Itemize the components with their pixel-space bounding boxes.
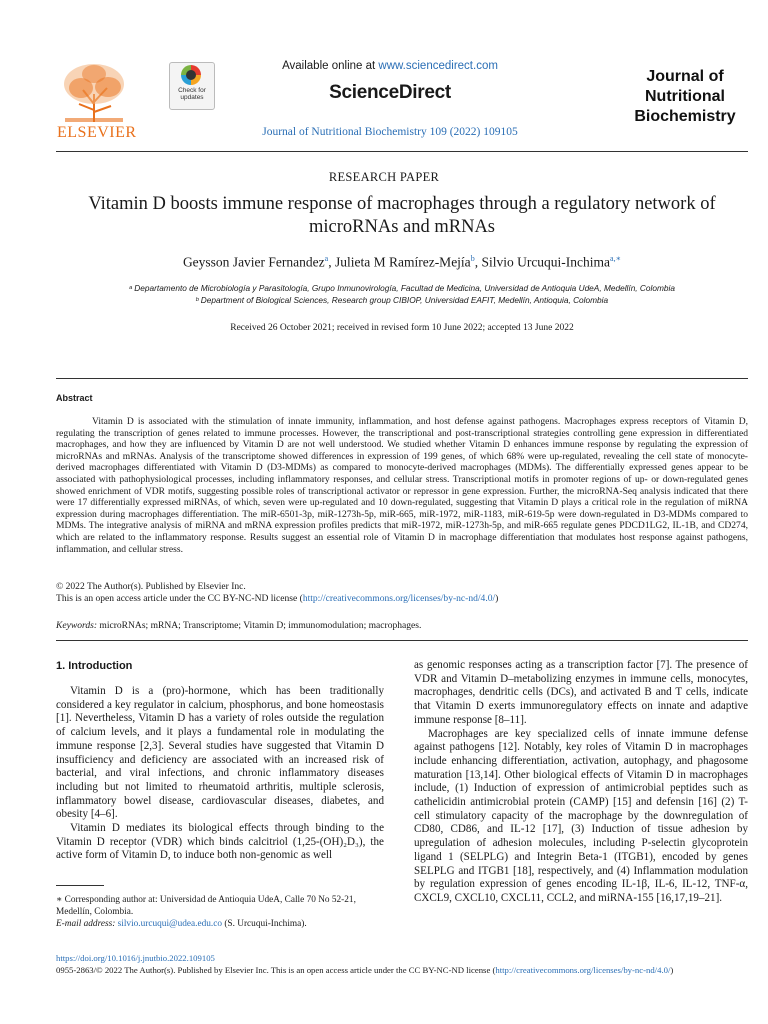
footnote-divider bbox=[56, 885, 104, 886]
body-paragraph: Vitamin D mediates its biological effects through binding to the Vitamin D receptor (VDR) which binds calcitriol (1,25-(OH)₂D₃), the active form of Vitamin D, to induce both non-genomic as well bbox=[56, 822, 384, 862]
sciencedirect-link[interactable]: www.sciencedirect.com bbox=[378, 60, 498, 72]
available-online bbox=[250, 60, 530, 72]
doi-link[interactable]: https://doi.org/10.1016/j.jnutbio.2022.109105 bbox=[56, 953, 215, 963]
journal-citation[interactable]: Journal of Nutritional Biochemistry 109 (2022) 109105 bbox=[262, 126, 518, 138]
abstract-bottom-divider bbox=[56, 640, 748, 641]
copyright-line: © 2022 The Author(s). Published by Elsevier Inc. bbox=[56, 581, 246, 592]
license-prefix: This is an open access article under the CC BY-NC-ND license ( bbox=[56, 593, 303, 604]
affiliation-a: ᵃ Departamento de Microbiología y Parasitología, Grupo Inmunovirología, Facultad de Medicina, Universidad de Antioquia UdeA, Medellín, Colombia bbox=[129, 283, 675, 293]
license-link[interactable]: http://creativecommons.org/licenses/by-nc-nd/4.0/ bbox=[302, 593, 496, 604]
abstract-top-divider bbox=[56, 378, 748, 379]
license-suffix: ) bbox=[495, 593, 499, 604]
header-divider bbox=[56, 151, 748, 152]
keywords-line bbox=[56, 620, 421, 631]
author-affiliation-mark[interactable]: b bbox=[470, 254, 475, 263]
author-affiliation-mark[interactable]: a bbox=[324, 254, 329, 263]
license-line bbox=[56, 593, 498, 604]
article-title: Vitamin D boosts immune response of macrophages through a regulatory network of microRNAs and mRNAs bbox=[88, 194, 716, 237]
issn-line bbox=[56, 965, 756, 975]
email-link[interactable]: silvio.urcuqui@udea.edu.co bbox=[117, 919, 222, 929]
author-name[interactable]: Silvio Urcuqui-Inchima bbox=[481, 254, 611, 270]
email-suffix: (S. Urcuqui-Inchima). bbox=[222, 919, 307, 929]
corresponding-author-note: ∗ Corresponding author at: Universidad de Antioquia UdeA, Calle 70 No 52-21, Medellín, Colombia. bbox=[56, 895, 356, 917]
footer-license-link[interactable]: http://creativecommons.org/licenses/by-nc-nd/4.0/ bbox=[495, 965, 671, 975]
received-dates: Received 26 October 2021; received in revised form 10 June 2022; accepted 13 June 2022 bbox=[230, 323, 574, 333]
right-column bbox=[414, 659, 748, 906]
issn-suffix: ) bbox=[670, 965, 674, 975]
check-for-updates-badge[interactable] bbox=[169, 62, 215, 110]
author-affiliation-mark[interactable]: a,∗ bbox=[610, 254, 622, 263]
article-type: RESEARCH PAPER bbox=[328, 170, 440, 184]
crossmark-icon bbox=[181, 65, 201, 85]
author-list: Geysson Javier Fernandez$^a$, Julieta M Ramírez-Mejía$^b$, Silvio Urcuqui-Inchima$^{a,∗}$ bbox=[182, 254, 622, 270]
affiliation-b: ᵇ Department of Biological Sciences, Research group CIBIOP, Universidad EAFIT, Medellín, Antioquia, Colombia bbox=[195, 295, 609, 305]
body-paragraph: Macrophages are key specialized cells of innate immune defense against pathogens [12]. Notably, key roles of Vitamin D in macrophages include enhancing differentiation, activation, autophagy, and phagosome maturation [13,14]. Other biological effects of Vitamin D in macrophages include, (1) Induction of expression of antimicrobial peptides such as cathelicidin antimicrobial protein (CAMP) [15] and defensin [16] (2) T-cell stimulatory capacity of the macrophage by the downregulation of CD80, CD86, and IL-12 [17], (3) Induction of tissue adhesion by upregulation of adhesion molecules, including P-selectin glycoprotein ligand 1 (SELPLG) and Integrin Beta-1 (ITGB1), encoded by genes SELPLG and ITGB1 [18], respectively, and (4) Inflammation modulation by regulation expression of genes encoding IL-1β, IL-6, IL-12, TNF-α, CXCL9, CXCL10, CXCL11, CCL2, and miRNA-155 [16,17,19–21]. bbox=[414, 727, 748, 904]
affiliations bbox=[56, 282, 748, 306]
section-heading-introduction: 1. Introduction bbox=[56, 660, 133, 672]
journal-logo-line: Journal of bbox=[646, 68, 724, 85]
journal-logo-line: Nutritional bbox=[645, 88, 725, 105]
publisher-name: ELSEVIER bbox=[57, 124, 137, 141]
abstract-text: Vitamin D is associated with the stimulation of innate immunity, inflammation, and host defense against pathogens. Macrophages express receptors of Vitamin D, regulating the transcription of genes related to immune processes. However, the transcriptional and post-transcriptional strategies controlling gene expression in differentiated macrophages, and how they are influenced by Vitamin D are not well understood. We studied whether Vitamin D enhances immune response by regulating the expression of microRNAs and mRNAs. Analysis of the transcriptome showed differences in expression of 199 genes, of which 68% were up-regulated, revealing the cell state of monocyte-derived macrophages differentiated with Vitamin D (D3-MDMs) as compared to monocyte-derived macrophages (MDMs). The differentially expressed genes appear to be associated with pathophysiological processes, including inflammatory responses, and cellular stress. Transcriptional motifs in promoter regions of up- or down-regulated genes showed enrichment of VDR motifs, suggesting possible roles of transcriptional activator or repressor in gene expression. Further, the microRNA-Seq analysis indicated that there were 17 differentially expressed miRNAs, of which, seven were up-regulated and 10 down-regulated, suggesting that Vitamin D plays a critical role in the regulation of miRNA expression during macrophages differentiation. The miR-6501-3p, miR-1273h-5p, miR-665, miR-1972, miR-1183, miR-619-5p were down-regulated in D3-MDMs compared to MDMs. The integrative analysis of miRNA and mRNA expression profiles predicts that miR-1972, miR-1273h-5p, and miR-665 regulate genes PDCD1LG2, IL-1B, and CD274, which are related to the inflammatory response. Results suggest an essential role of Vitamin D in macrophage differentiation that modulates host response against pathogens, inflammation, and cellular stress. bbox=[56, 416, 748, 555]
available-prefix: Available online at bbox=[282, 60, 379, 72]
author-name[interactable]: Julieta M Ramírez-Mejía bbox=[334, 254, 471, 270]
abstract-heading: Abstract bbox=[56, 393, 93, 403]
body-paragraph: Vitamin D is a (pro)-hormone, which has been traditionally considered a key regulator in calcium, phosphorus, and bone homeostasis [1]. Nevertheless, Vitamin D has a variety of roles outside the regulation of calcium levels, and it plays a fundamental role in modulating the immune response [2,3]. Several studies have suggested that Vitamin D insufficiency and deficiency are associated with an increased risk of bacterial, and viral infections, and chronic inflammatory diseases including but not limited to rheumatoid arthritis, multiple sclerosis, inflammatory bowel disease, cardiovascular diseases, diabetes, and obesity [4–6]. bbox=[56, 685, 384, 821]
issn-prefix: 0955-2863/© 2022 The Author(s). Published by Elsevier Inc. This is an open access article under the CC BY-NC-ND license ( bbox=[56, 965, 496, 975]
keywords-label: Keywords: bbox=[56, 620, 98, 631]
body-paragraph: as genomic responses acting as a transcription factor [7]. The presence of VDR and Vitamin D–metabolizing enzymes in immune cells, monocytes, macrophages, dendritic cells (DCs), and activated B and T cells, indicate that Vitamin D exerts immunoregulatory effects on innate and adaptive immune response [8–11]. bbox=[414, 659, 748, 726]
platform-name: ScienceDirect bbox=[329, 82, 451, 103]
footnote bbox=[56, 894, 384, 930]
check-badge-label: Check for updates bbox=[178, 87, 206, 101]
journal-logo bbox=[620, 67, 750, 127]
email-line bbox=[56, 918, 384, 930]
left-column bbox=[56, 685, 384, 863]
author-name[interactable]: Geysson Javier Fernandez bbox=[182, 254, 325, 270]
keywords-list: microRNAs; mRNA; Transcriptome; Vitamin D; immunomodulation; macrophages. bbox=[99, 620, 422, 631]
journal-logo-line: Biochemistry bbox=[634, 108, 736, 125]
email-label: E-mail address: bbox=[56, 919, 116, 929]
